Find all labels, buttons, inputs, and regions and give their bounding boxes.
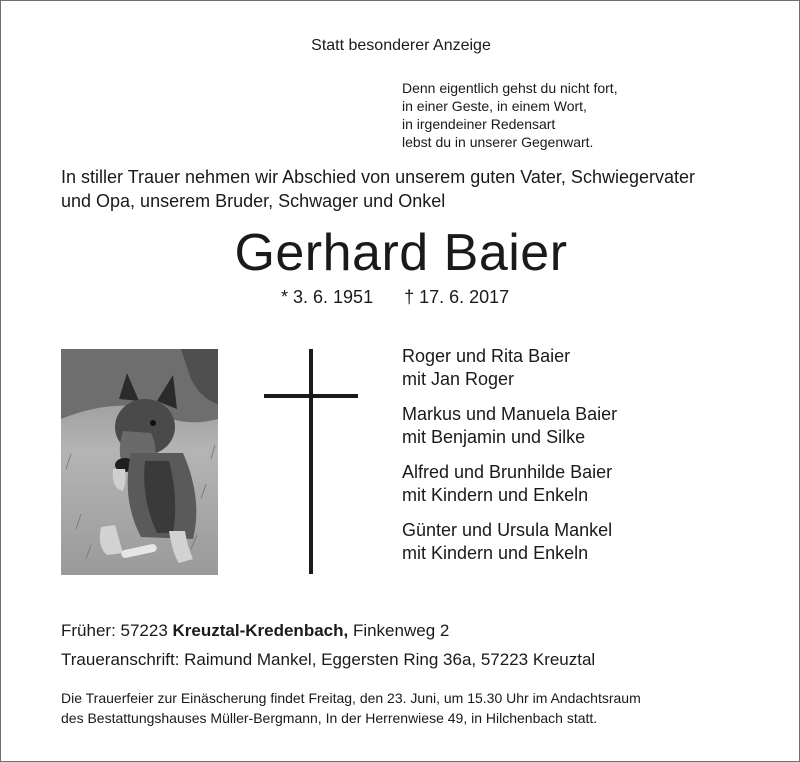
poem-line: lebst du in unserer Gegenwart.: [402, 134, 594, 150]
funeral-info: [61, 688, 641, 728]
former-address: [61, 621, 449, 641]
poem-line: in irgendeiner Redensart: [402, 116, 556, 132]
intro-text: [61, 165, 695, 213]
birth-date: * 3. 6. 1951: [281, 287, 374, 307]
dog-photo: [61, 349, 218, 575]
family-entry: [402, 403, 617, 449]
death-date: † 17. 6. 2017: [404, 287, 510, 307]
notice-header: Statt besonderer Anzeige: [311, 37, 491, 54]
family-names: Markus und Manuela Baier: [402, 404, 618, 424]
intro-line: In stiller Trauer nehmen wir Abschied von unserem guten Vater, Schwiegervater: [61, 167, 695, 187]
family-children: mit Kindern und Enkeln: [402, 485, 589, 505]
family-entry: [402, 519, 617, 565]
poem-line: in einer Geste, in einem Wort,: [402, 98, 587, 114]
mourning-address: Traueranschrift: Raimund Mankel, Eggersten Ring 36a, 57223 Kreuztal: [61, 650, 596, 669]
poem: [402, 79, 618, 151]
life-dates: [281, 287, 509, 308]
family-entry: [402, 461, 617, 507]
family-entry: [402, 345, 617, 391]
funeral-info-line: Die Trauerfeier zur Einäscherung findet Freitag, den 23. Juni, um 15.30 Uhr im Andachtsraum: [61, 690, 641, 706]
family-names: Alfred und Brunhilde Baier: [402, 462, 613, 482]
deceased-name: Gerhard Baier: [234, 224, 568, 282]
cross-icon: [261, 349, 361, 574]
family-children: mit Jan Roger: [402, 369, 515, 389]
family-list: [402, 345, 617, 577]
intro-line: und Opa, unserem Bruder, Schwager und Onkel: [61, 191, 446, 211]
family-names: Günter und Ursula Mankel: [402, 520, 613, 540]
family-children: mit Kindern und Enkeln: [402, 543, 589, 563]
family-names: Roger und Rita Baier: [402, 346, 571, 366]
funeral-info-line: des Bestattungshauses Müller-Bergmann, In der Herrenwiese 49, in Hilchenbach statt.: [61, 710, 598, 726]
former-town: Kreuztal-Kredenbach,: [172, 621, 349, 640]
family-children: mit Benjamin und Silke: [402, 427, 586, 447]
poem-line: Denn eigentlich gehst du nicht fort,: [402, 80, 618, 96]
former-prefix: Früher: 57223: [61, 621, 173, 640]
former-street: Finkenweg 2: [348, 621, 450, 640]
